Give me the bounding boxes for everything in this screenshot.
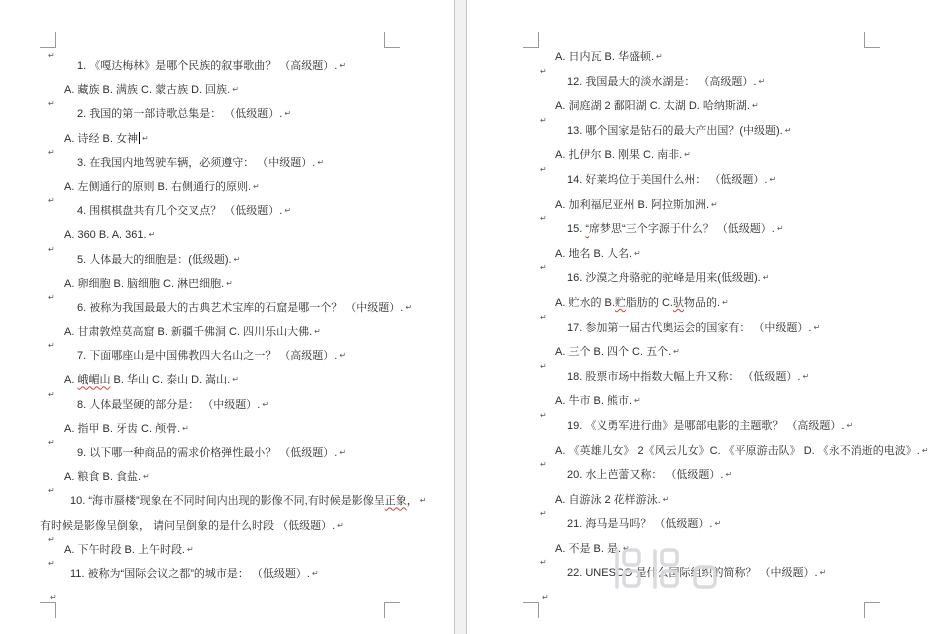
paragraph-mark-icon: ↵ [540, 361, 547, 371]
question-line[interactable] [467, 115, 908, 149]
paragraph-mark-icon: ↵ [48, 99, 55, 109]
line-text: 4. 围棋棋盘共有几个交叉点？ （低级题）. [77, 205, 283, 218]
line-text: A. 地名 B. 人名. [555, 247, 633, 260]
line-text: A. 三个 B. 四个 C. 五个. [555, 346, 672, 359]
line-text: A. 360 B. A. 361. [64, 229, 147, 242]
line-text: A. 扎伊尔 B. 刚果 C. 南非. [555, 149, 683, 162]
paragraph-mark-icon: ↵ [48, 147, 55, 157]
answer-line[interactable] [0, 228, 454, 252]
paragraph-mark-icon: ↵ [48, 196, 55, 206]
empty-line[interactable] [467, 591, 908, 616]
line-text: A. 指甲 B. 牙齿 C. 颅骨. [64, 422, 181, 435]
line-text: A. 《英雄儿女》 2《风云儿女》C. 《平原游击队》 D. 《永不消逝的电波》. [555, 444, 920, 457]
paragraph-mark-icon: ↵ [187, 544, 194, 554]
line-text: 7. 下面哪座山是中国佛教四大名山之一？ （高级题）. [77, 350, 338, 363]
line-text: 11. 被称为“国际会议之都”的城市是： （低级题）. [70, 567, 310, 580]
paragraph-mark-icon: ↵ [262, 399, 270, 409]
line-text: 2. 我国的第一部诗歌总集是： （低级题）. [77, 108, 283, 121]
paragraph-mark-icon: ↵ [722, 297, 729, 307]
paragraph-mark-icon: ↵ [232, 85, 239, 95]
text-boundary-mark [864, 32, 880, 48]
paragraph-mark-icon: ↵ [48, 534, 55, 544]
line-text: A. 左侧通行的原则 B. 右侧通行的原则. [64, 180, 252, 193]
line-text: 物品的. [683, 296, 721, 309]
answer-line[interactable] [0, 373, 454, 397]
question-line[interactable] [0, 292, 454, 325]
paragraph-mark-icon: ↵ [921, 445, 929, 455]
text-boundary-mark [384, 32, 400, 48]
question-line[interactable] [0, 341, 454, 373]
line-text: A. 不是 B. 是. [555, 542, 622, 555]
paragraph-mark-icon: ↵ [339, 448, 347, 457]
line-text: A. 贮水的 B. [555, 296, 615, 309]
answer-line[interactable] [0, 180, 454, 204]
line-text: A. 牛市 B. 熊市. [555, 395, 633, 408]
paragraph-mark-icon: ↵ [540, 460, 547, 470]
paragraph-mark-icon: ↵ [634, 248, 641, 258]
document-page-left[interactable] [0, 0, 455, 634]
line-text: 6. 被称为我国最最大的古典艺术宝库的石窟是哪一个？ （中级题）. [77, 301, 404, 314]
question-line[interactable] [0, 389, 454, 422]
question-line[interactable] [467, 460, 908, 493]
answer-line[interactable] [467, 247, 908, 272]
question-line[interactable] [467, 361, 908, 395]
line-text: 17. 参加第一届古代奥运会的国家有： （中级题）. [567, 321, 812, 334]
paragraph-mark-icon: ↵ [762, 273, 770, 283]
paragraph-mark-icon: ↵ [540, 410, 547, 420]
line-text: 5. 人体最大的细胞是：(低级题). [77, 253, 232, 266]
answer-line[interactable] [467, 198, 908, 223]
question-line[interactable] [0, 486, 454, 518]
line-text: 脂肪的 C. [625, 296, 673, 309]
line-text: 1. 《嘎达梅林》是哪个民族的叙事歌曲？ （高级题）. [77, 60, 338, 72]
line-text: 14. 好莱坞位于美国什么州： （低级题）. [567, 173, 768, 186]
paragraph-mark-icon: ↵ [48, 341, 55, 351]
empty-line[interactable] [0, 591, 454, 615]
question-line[interactable] [467, 66, 908, 100]
paragraph-mark-icon: ↵ [846, 420, 854, 430]
paragraph-mark-icon: ↵ [284, 109, 292, 119]
paragraph-mark-icon: ↵ [540, 312, 547, 322]
answer-line[interactable] [467, 148, 908, 173]
paragraph-mark-icon: ↵ [540, 115, 547, 125]
line-text: 8. 人体最坚硬的部分是： （中级题）. [77, 398, 261, 411]
answer-line[interactable] [467, 50, 908, 75]
answer-line[interactable] [0, 534, 454, 567]
paragraph-mark-icon: ↵ [48, 438, 55, 447]
line-text: 19. 《义勇军进行曲》是哪部电影的主题歌？ （高级题）. [567, 419, 845, 432]
paragraph-mark-icon: ↵ [48, 292, 55, 302]
line-text: 13. 哪个国家是钻石的最大产出国？(中级题). [567, 124, 783, 137]
paragraph-mark-icon: ↵ [232, 375, 239, 385]
answer-line[interactable] [467, 493, 908, 518]
paragraph-mark-icon: ↵ [542, 593, 549, 603]
line-text: A. 洞庭湖 2 鄱阳湖 C. 太湖 D. 哈纳斯湖. [555, 100, 750, 113]
paragraph-mark-icon: ↵ [784, 125, 792, 135]
paragraph-mark-icon: ↵ [540, 558, 547, 568]
paragraph-mark-icon: ↵ [623, 543, 630, 553]
line-text: A. [64, 374, 78, 387]
answer-line[interactable] [0, 422, 454, 446]
question-line[interactable] [467, 164, 908, 198]
paragraph-mark-icon: ↵ [711, 199, 718, 209]
page-right-text-area[interactable] [467, 50, 929, 616]
paragraph-mark-icon: ↵ [50, 593, 57, 603]
paragraph-mark-icon: ↵ [673, 347, 680, 357]
paragraph-mark-icon: ↵ [182, 423, 189, 433]
question-line[interactable] [467, 263, 908, 296]
question-line[interactable] [467, 410, 908, 444]
paragraph-mark-icon: ↵ [540, 263, 547, 273]
answer-line[interactable] [467, 542, 908, 567]
paragraph-mark-icon: ↵ [339, 351, 347, 361]
paragraph-mark-icon: ↵ [540, 66, 547, 76]
answer-line[interactable] [0, 325, 454, 349]
paragraph-mark-icon: ↵ [48, 51, 55, 60]
question-line[interactable] [467, 509, 908, 542]
answer-line[interactable] [0, 277, 454, 301]
question-line[interactable] [0, 244, 454, 277]
question-line[interactable] [0, 196, 454, 228]
paragraph-mark-icon: ↵ [540, 509, 547, 519]
line-text: 18. 股票市场中指数大幅上升又称： （低级题）. [567, 370, 801, 383]
line-text: 16. 沙漠之舟骆驼的驼峰是用来(低级题). [567, 272, 761, 285]
line-text: A. 藏族 B. 满族 C. 蒙古族 D. 回族. [64, 84, 231, 97]
line-text: A. 卵细胞 B. 脑细胞 C. 淋巴细胞. [64, 277, 225, 290]
text-boundary-mark [40, 32, 56, 48]
question-line[interactable] [467, 558, 908, 591]
line-text: 21. 海马是马吗？ （低级题）. [567, 518, 713, 531]
paragraph-mark-icon: ↵ [769, 174, 777, 184]
paragraph-mark-icon: ↵ [714, 519, 722, 529]
answer-line[interactable] [467, 296, 908, 321]
paragraph-mark-icon: ↵ [314, 327, 321, 337]
line-text: A. 日内瓦 B. 华盛顿. [555, 51, 655, 63]
paragraph-mark-icon: ↵ [226, 278, 233, 288]
paragraph-mark-icon: ↵ [758, 76, 766, 86]
paragraph-mark-icon: ↵ [405, 302, 413, 312]
line-text: ， [406, 495, 418, 508]
text-cursor [139, 132, 140, 144]
line-text: 15. [567, 223, 586, 236]
question-line[interactable] [467, 214, 908, 247]
line-text: A. 甘肃敦煌莫高窟 B. 新疆千佛洞 C. 四川乐山大佛. [64, 326, 313, 339]
paragraph-mark-icon: ↵ [802, 371, 810, 381]
page-left-text-area[interactable] [0, 51, 454, 615]
line-text: A. 加利福尼亚州 B. 阿拉斯加洲. [555, 198, 710, 211]
question-line[interactable] [467, 312, 908, 346]
answer-line[interactable] [467, 444, 929, 469]
paragraph-mark-icon: ↵ [143, 472, 150, 482]
text-boundary-mark [523, 32, 539, 48]
paragraph-mark-icon: ↵ [253, 181, 260, 191]
paragraph-mark-icon: ↵ [337, 520, 344, 530]
paragraph-mark-icon: ↵ [339, 61, 347, 70]
line-text: A. 诗经 B. 女神 [64, 132, 138, 145]
paragraph-mark-icon: ↵ [48, 244, 55, 254]
line-text: 22. UNESCO 是什么国际组织的简称？ （中级题）. [567, 567, 818, 580]
paragraph-mark-icon: ↵ [419, 496, 427, 506]
line-text: 3. 在我国内地驾驶车辆，必须遵守： （中级题）. [77, 156, 316, 169]
paragraph-mark-icon: ↵ [141, 133, 149, 143]
paragraph-mark-icon: ↵ [48, 389, 55, 399]
paragraph-mark-icon: ↵ [311, 568, 319, 578]
line-text: B. 华山 C. 泰山 D. 嵩山. [110, 374, 231, 387]
question-line[interactable] [0, 99, 454, 131]
paragraph-mark-icon: ↵ [284, 206, 292, 216]
question-line[interactable] [0, 558, 454, 591]
line-text: 12. 我国最大的淡水湖是： （高级题）. [567, 75, 757, 88]
paragraph-mark-icon: ↵ [634, 396, 641, 406]
misspelled-text: 驮 [672, 296, 684, 309]
answer-line[interactable] [467, 99, 908, 124]
question-line[interactable] [0, 438, 454, 470]
misspelled-text: 正象 [384, 495, 407, 508]
misspelled-text: 贮 [614, 296, 626, 309]
paragraph-mark-icon: ↵ [540, 164, 547, 174]
line-text: A. 下午时段 B. 上午时段. [64, 543, 186, 556]
question-line[interactable] [0, 51, 454, 83]
line-text: 有时候是影像呈倒象， 请问呈倒象的是什么时段 （低级题）. [40, 519, 336, 532]
paragraph-mark-icon: ↵ [684, 150, 691, 160]
paragraph-mark-icon: ↵ [662, 494, 670, 504]
line-text: 9. 以下哪一种商品的需求价格弹性最小？ （低级题）. [77, 447, 338, 459]
paragraph-mark-icon: ↵ [751, 101, 759, 111]
answer-line[interactable] [467, 394, 908, 419]
paragraph-mark-icon: ↵ [776, 224, 784, 234]
document-page-right[interactable] [466, 0, 929, 634]
answer-line[interactable] [467, 345, 908, 370]
line-text: 10. “海市蜃楼”现象在不同时间内出现的影像不同,有时候是影像呈 [70, 495, 385, 508]
misspelled-text: “ [585, 223, 590, 236]
paragraph-mark-icon: ↵ [725, 470, 733, 480]
question-line[interactable] [0, 147, 454, 180]
line-text: A. 自游泳 2 花样游泳. [555, 493, 661, 506]
line-text: 席梦思“三个字源于什么？ （低级题）. [589, 223, 775, 236]
paragraph-mark-icon: ↵ [48, 486, 55, 496]
paragraph-mark-icon: ↵ [317, 157, 325, 167]
line-text: 20. 水上芭蕾又称： （低级题）. [567, 469, 724, 482]
paragraph-mark-icon: ↵ [819, 568, 827, 578]
paragraph-mark-icon: ↵ [148, 230, 156, 240]
misspelled-text: 峨嵋山 [77, 374, 111, 387]
answer-line[interactable] [0, 132, 454, 156]
paragraph-mark-icon: ↵ [813, 322, 821, 332]
paragraph-mark-icon: ↵ [233, 254, 241, 264]
answer-line[interactable] [0, 83, 454, 107]
paragraph-mark-icon: ↵ [540, 214, 547, 224]
answer-line[interactable] [0, 470, 454, 494]
page-gap [455, 0, 466, 634]
line-text: A. 粮食 B. 食盐. [64, 471, 142, 484]
paragraph-mark-icon: ↵ [48, 558, 55, 568]
paragraph-mark-icon: ↵ [656, 52, 663, 61]
continuation-line[interactable] [0, 519, 454, 543]
